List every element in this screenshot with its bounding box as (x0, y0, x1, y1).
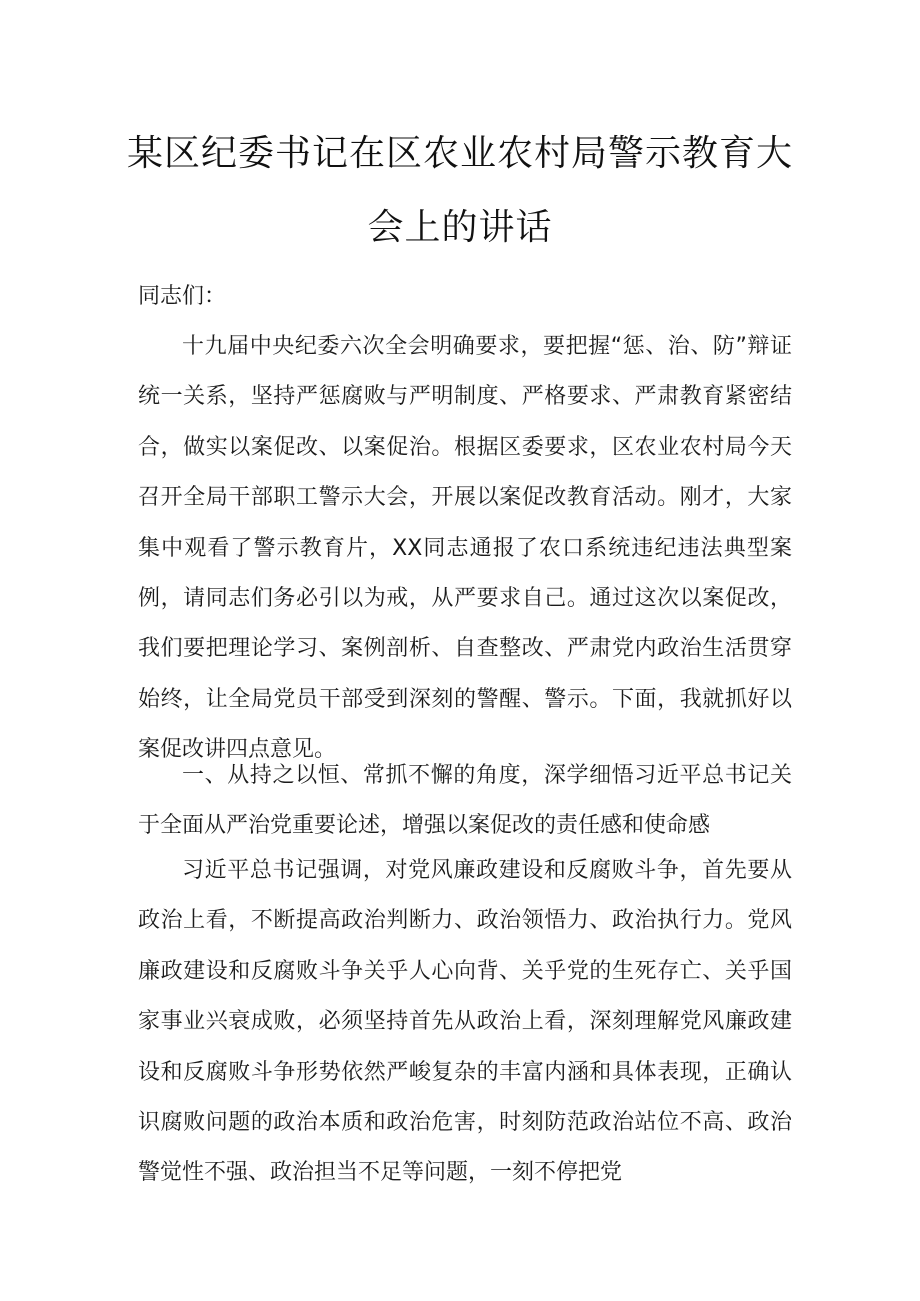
salutation: 同志们： (138, 284, 227, 309)
paragraph-intro: 十九届中央纪委六次全会明确要求，要把握“惩、治、防”辩证统一关系，坚持严惩腐败与严明制度、严格要求、严肃教育紧密结合，做实以案促改、以案促治。根据区委要求，区农业农村局今天召开全局干部职工警示大会，开展以案促改教育活动。刚才，大家集中观看了警示教育片，XX同志通报了农口系统违纪违法典型案例，请同志们务必引以为戒，从严要求自己。通过这次以案促改，我们要把理论学习、案例剖析、自查整改、严肃党内政治生活贯穿始终，让全局党员干部受到深刻的警醒、警示。下面，我就抓好以案促改讲四点意见。 (138, 334, 792, 763)
section-heading-1: 一、从持之以恒、常抓不懈的角度，深学细悟习近平总书记关于全面从严治党重要论述，增强以案促改的责任感和使命感 (138, 763, 792, 839)
document-title-line-2: 会上的讲话 (367, 207, 553, 248)
paragraph-section-1: 习近平总书记强调，对党风廉政建设和反腐败斗争，首先要从政治上看，不断提高政治判断力、政治领悟力、政治执行力。党风廉政建设和反腐败斗争关乎人心向背、关乎党的生死存亡、关乎国家事业兴衰成败，必须坚持首先从政治上看，深刻理解党风廉政建设和反腐败斗争形势依然严峻复杂的丰富内涵和具体表现，正确认识腐败问题的政治本质和政治危害，时刻防范政治站位不高、政治警觉性不强、政治担当不足等问题，一刻不停把党 (138, 858, 792, 1186)
document-title-line-1: 某区纪委书记在区农业农村局警示教育大 (126, 133, 793, 174)
